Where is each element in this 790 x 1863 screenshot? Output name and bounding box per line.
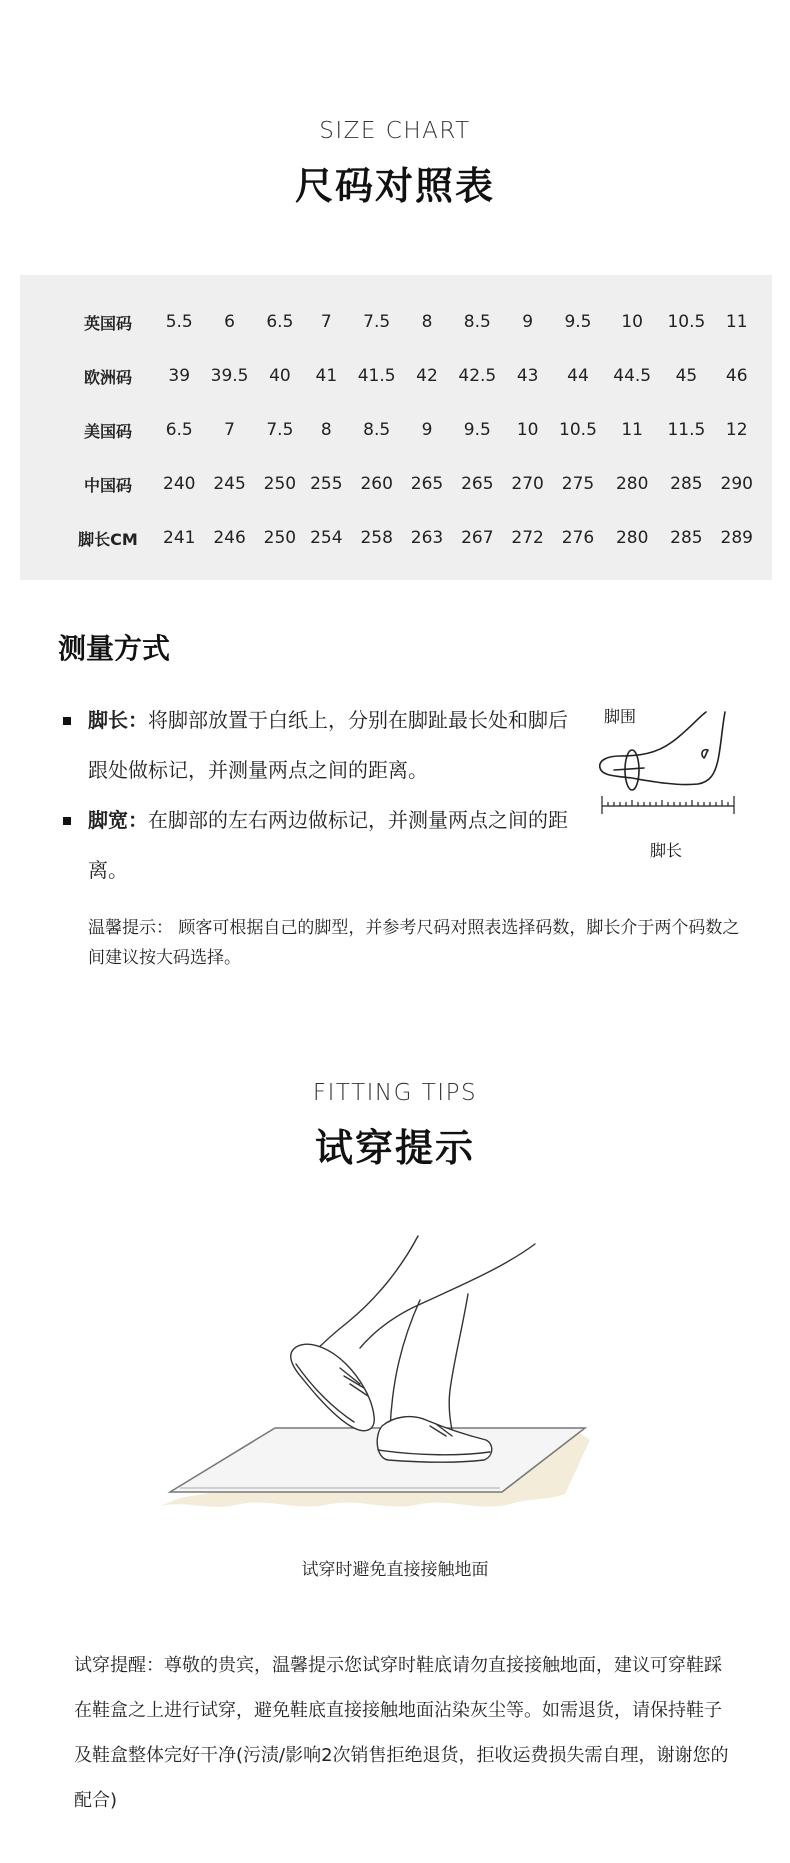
circumference-label: 脚围 <box>604 707 637 726</box>
table-cell: 280 <box>615 474 649 494</box>
table-cell: 11 <box>621 420 643 440</box>
size-table <box>60 295 760 565</box>
table-cell: 276 <box>561 528 595 548</box>
bullet-term: 脚宽 <box>88 808 128 832</box>
table-cell: 246 <box>213 528 246 548</box>
table-cell: 285 <box>670 474 703 494</box>
table-cell: 42.5 <box>458 366 497 386</box>
table-cell: 39.5 <box>210 366 249 386</box>
table-cell: 289 <box>720 528 753 548</box>
table-cell: 7 <box>224 420 235 440</box>
bullet-separator: ： <box>128 808 148 832</box>
table-cell: 6 <box>224 312 235 332</box>
bullet-text: 在脚部的左右两边做标记，并测量两点之间的距离。 <box>88 808 568 882</box>
shoe-on-box-illustration <box>150 1230 600 1530</box>
table-row <box>60 511 760 565</box>
bullet-text: 将脚部放置于白纸上，分别在脚趾最长处和脚后跟处做标记，并测量两点之间的距离。 <box>88 708 568 782</box>
table-cell: 8.5 <box>363 420 391 440</box>
row-header: 脚长CM <box>78 529 138 549</box>
table-cell: 40 <box>269 366 291 386</box>
table-cell: 5.5 <box>165 312 193 332</box>
table-cell: 6.5 <box>266 312 294 332</box>
foot-outline-icon <box>594 698 744 838</box>
table-cell: 44.5 <box>613 366 652 386</box>
table-cell: 245 <box>213 474 246 494</box>
table-cell: 43 <box>516 366 539 386</box>
measurement-list <box>88 695 578 895</box>
fitting-tips-title: 试穿提示 <box>314 1126 475 1170</box>
list-item <box>63 695 578 795</box>
table-row <box>60 349 760 403</box>
row-header: 英国码 <box>83 313 132 333</box>
fitting-illustration <box>150 1230 600 1530</box>
table-cell: 260 <box>360 474 393 494</box>
table-cell: 241 <box>163 528 196 548</box>
table-cell: 46 <box>725 366 748 386</box>
table-row <box>60 457 760 511</box>
row-header: 欧洲码 <box>83 367 132 387</box>
table-cell: 290 <box>720 474 753 494</box>
table-cell: 8 <box>320 420 332 440</box>
table-cell: 9.5 <box>564 312 592 332</box>
size-tip: 温馨提示： 顾客可根据自己的脚型，并参考尺码对照表选择码数，脚长介于两个码数之间建议按大码选择。 <box>88 918 740 968</box>
table-cell: 45 <box>675 366 698 386</box>
table-cell: 255 <box>310 474 343 494</box>
table-cell: 10.5 <box>559 420 597 440</box>
table-cell: 11 <box>725 312 748 332</box>
table-cell: 12 <box>725 420 748 440</box>
table-row <box>60 403 760 457</box>
table-cell: 267 <box>461 528 494 548</box>
table-cell: 250 <box>263 474 297 494</box>
table-cell: 10.5 <box>667 312 706 332</box>
size-chart-title-en: SIZE CHART <box>319 118 471 144</box>
table-cell: 9 <box>522 312 534 332</box>
table-cell: 39 <box>168 366 191 386</box>
measurement-title: 测量方式 <box>58 632 171 665</box>
table-cell: 41.5 <box>357 366 396 386</box>
table-cell: 42 <box>416 366 438 386</box>
table-cell: 280 <box>615 528 649 548</box>
table-cell: 7.5 <box>363 312 391 332</box>
table-cell: 240 <box>163 474 196 494</box>
fitting-note: 试穿提醒：尊敬的贵宾，温馨提示您试穿时鞋底请勿直接接触地面，建议可穿鞋踩在鞋盒之上进行试穿，避免鞋底直接接触地面沾染灰尘等。如需退货，请保持鞋子及鞋盒整体完好干净(污渍/影响2次销售拒绝退货，拒收运费损失需自理，谢谢您的配合) <box>74 1655 729 1811</box>
table-cell: 11.5 <box>667 420 706 440</box>
table-cell: 270 <box>511 474 544 494</box>
table-cell: 272 <box>511 528 544 548</box>
table-row <box>60 295 760 349</box>
table-cell: 9 <box>421 420 433 440</box>
table-cell: 8 <box>421 312 433 332</box>
row-header: 中国码 <box>83 475 132 495</box>
table-cell: 285 <box>670 528 703 548</box>
table-cell: 44 <box>567 366 589 386</box>
fitting-tips-title-en: FITTING TIPS <box>312 1080 478 1106</box>
table-cell: 6.5 <box>165 420 193 440</box>
table-cell: 254 <box>310 528 343 548</box>
table-cell: 41 <box>315 366 338 386</box>
bullet-square-icon <box>63 717 71 725</box>
table-cell: 258 <box>360 528 393 548</box>
table-cell: 7.5 <box>266 420 294 440</box>
list-item <box>63 795 578 895</box>
bullet-square-icon <box>63 817 71 825</box>
table-cell: 265 <box>461 474 494 494</box>
size-chart-title: 尺码对照表 <box>294 164 495 208</box>
row-header: 美国码 <box>83 421 132 441</box>
size-table-panel <box>20 275 772 580</box>
table-cell: 263 <box>410 528 444 548</box>
table-cell: 265 <box>410 474 444 494</box>
table-cell: 275 <box>561 474 595 494</box>
table-cell: 10 <box>621 312 643 332</box>
foot-measure-diagram <box>594 698 744 868</box>
table-cell: 7 <box>320 312 332 332</box>
table-cell: 250 <box>263 528 297 548</box>
bullet-term: 脚长 <box>88 708 128 732</box>
table-cell: 8.5 <box>463 312 491 332</box>
table-cell: 9.5 <box>463 420 491 440</box>
fitting-caption: 试穿时避免直接接触地面 <box>301 1560 489 1580</box>
length-label: 脚长 <box>650 841 683 860</box>
table-cell: 10 <box>516 420 539 440</box>
bullet-separator: ： <box>128 708 148 732</box>
